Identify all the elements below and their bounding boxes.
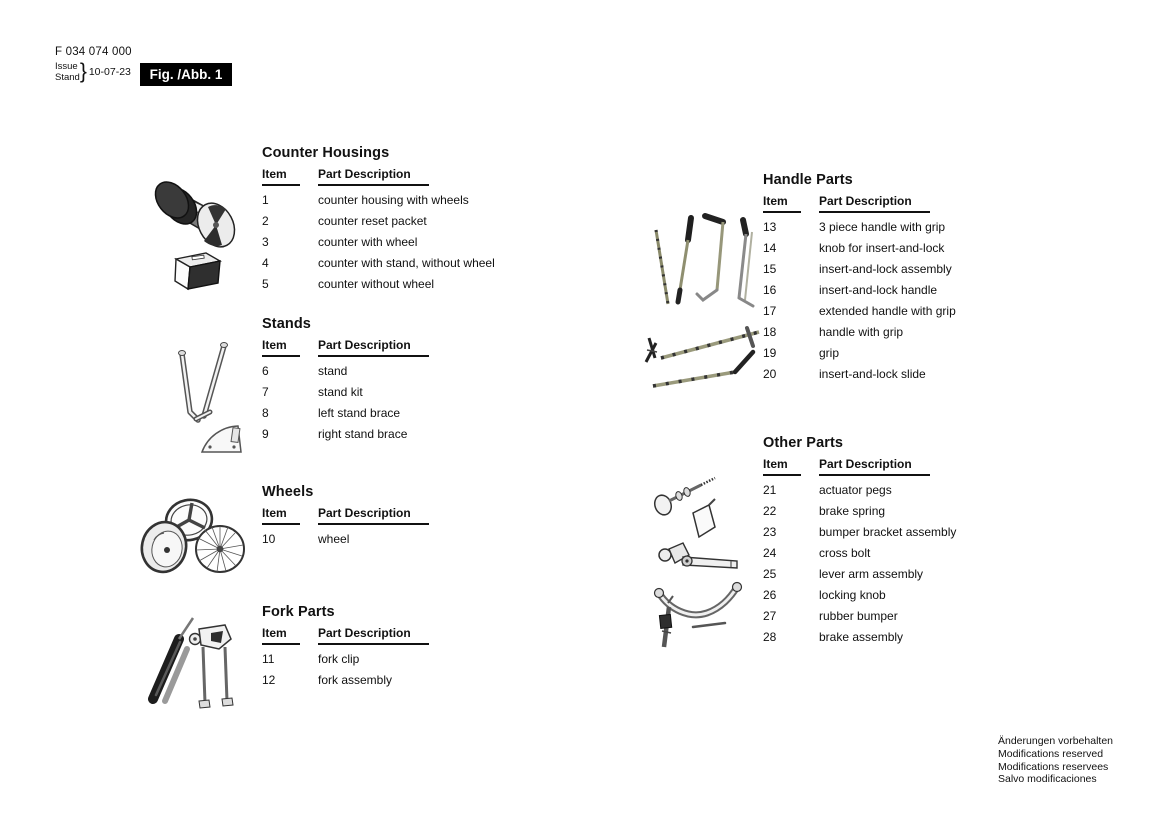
column-header-description: Part Description (819, 194, 930, 213)
item-number: 14 (763, 241, 777, 255)
table-row (763, 504, 956, 525)
fork-clip-and-assembly-drawing-icon (131, 613, 243, 713)
item-number: 23 (763, 525, 777, 539)
part-description: extended handle with grip (819, 304, 956, 318)
section-handle-parts (763, 172, 956, 388)
table-row (763, 283, 956, 304)
table-row (262, 652, 429, 673)
table-row (763, 346, 956, 367)
item-number: 8 (262, 406, 269, 420)
column-header-description: Part Description (819, 457, 930, 476)
item-number: 24 (763, 546, 777, 560)
item-number: 6 (262, 364, 269, 378)
column-header-item: Item (763, 457, 801, 476)
item-number: 18 (763, 325, 777, 339)
column-header-description: Part Description (318, 167, 429, 186)
brace-glyph: } (79, 60, 87, 83)
table-row (763, 630, 956, 651)
section-stands (262, 316, 429, 448)
section-counter-housings (262, 145, 495, 298)
section-title: Stands (262, 316, 311, 332)
item-number: 1 (262, 193, 269, 207)
table-body (262, 364, 429, 448)
table-header (763, 457, 956, 476)
column-header-description: Part Description (318, 626, 429, 645)
part-description: rubber bumper (819, 609, 898, 623)
item-number: 17 (763, 304, 777, 318)
stand-frame-drawing-icon (152, 334, 247, 456)
table-row (763, 325, 956, 346)
item-number: 9 (262, 427, 269, 441)
table-row (763, 241, 956, 262)
part-description: actuator pegs (819, 483, 892, 497)
item-number: 5 (262, 277, 269, 291)
table-row (262, 256, 495, 277)
part-description: insert-and-lock handle (819, 283, 938, 297)
part-description: right stand brace (318, 427, 408, 441)
column-header-item: Item (763, 194, 801, 213)
part-description: bumper bracket assembly (819, 525, 957, 539)
document-part-number: F 034 074 000 (55, 46, 132, 58)
item-number: 28 (763, 630, 777, 644)
part-description: counter reset packet (318, 214, 427, 228)
item-number: 25 (763, 567, 777, 581)
table-header (262, 167, 495, 186)
item-number: 13 (763, 220, 777, 234)
table-row (262, 532, 429, 553)
table-row (763, 220, 956, 241)
part-description: stand kit (318, 385, 363, 399)
table-row (763, 588, 956, 609)
column-header-description: Part Description (318, 506, 429, 525)
section-title: Handle Parts (763, 172, 853, 188)
section-title: Counter Housings (262, 145, 390, 161)
part-description: cross bolt (819, 546, 871, 560)
table-row (262, 406, 429, 427)
table-row (262, 364, 429, 385)
section-wheels (262, 484, 429, 553)
part-description: brake spring (819, 504, 886, 518)
table-row (763, 262, 956, 283)
part-description: 3 piece handle with grip (819, 220, 946, 234)
notice-line-fr: Modifications reservees (998, 760, 1109, 773)
part-description: counter without wheel (318, 277, 435, 291)
table-row (262, 277, 495, 298)
item-number: 22 (763, 504, 777, 518)
item-number: 11 (262, 652, 275, 666)
table-body (763, 483, 956, 651)
part-description: wheel (318, 532, 350, 546)
three-wheels-drawing-icon (137, 493, 247, 577)
part-description: locking knob (819, 588, 886, 602)
item-number: 12 (262, 673, 276, 687)
column-header-description: Part Description (318, 338, 429, 357)
table-row (262, 385, 429, 406)
section-fork-parts (262, 604, 429, 694)
table-row (262, 235, 495, 256)
part-description: counter housing with wheels (318, 193, 469, 207)
column-header-item: Item (262, 626, 300, 645)
part-description: insert-and-lock slide (819, 367, 926, 381)
issue-date: 10-07-23 (88, 66, 131, 78)
column-header-item: Item (262, 167, 300, 186)
part-description: insert-and-lock assembly (819, 262, 952, 276)
table-row (763, 304, 956, 325)
issue-stand-words (55, 61, 80, 83)
table-body (262, 532, 429, 553)
section-title: Wheels (262, 484, 314, 500)
table-row (262, 214, 495, 235)
part-description: knob for insert-and-lock (819, 241, 945, 255)
item-number: 10 (262, 532, 276, 546)
figure-label-badge: Fig. /Abb. 1 (140, 63, 232, 86)
item-number: 3 (262, 235, 269, 249)
part-description: stand (318, 364, 348, 378)
part-description: counter with stand, without wheel (318, 256, 495, 270)
counter-housing-drawing-icon (142, 163, 254, 295)
modifications-notice (998, 735, 1113, 786)
item-number: 27 (763, 609, 777, 623)
item-number: 20 (763, 367, 777, 381)
table-body (763, 220, 956, 388)
handle-rods-drawing-icon (639, 206, 767, 394)
misc-brake-parts-drawing-icon (649, 469, 767, 651)
column-header-item: Item (262, 506, 300, 525)
column-header-item: Item (262, 338, 300, 357)
stand-word: Stand (55, 72, 80, 83)
table-row (262, 673, 429, 694)
issue-word: Issue (55, 61, 78, 72)
section-title: Other Parts (763, 435, 844, 451)
item-number: 16 (763, 283, 777, 297)
table-header (262, 506, 429, 525)
notice-line-es: Salvo modificaciones (998, 773, 1097, 786)
notice-line-de: Änderungen vorbehalten (998, 735, 1114, 747)
part-description: fork assembly (318, 673, 393, 687)
table-row (763, 567, 956, 588)
issue-stand-block (55, 61, 131, 83)
table-row (763, 367, 956, 388)
table-body (262, 193, 495, 298)
notice-line-en: Modifications reserved (998, 747, 1104, 760)
table-body (262, 652, 429, 694)
table-row (763, 609, 956, 630)
item-number: 7 (262, 385, 269, 399)
item-number: 15 (763, 262, 777, 276)
item-number: 21 (763, 483, 777, 497)
part-description: fork clip (318, 652, 360, 666)
part-description: grip (819, 346, 840, 360)
table-row (763, 525, 956, 546)
table-header (262, 626, 429, 645)
table-row (763, 546, 956, 567)
table-row (763, 483, 956, 504)
part-description: handle with grip (819, 325, 904, 339)
part-description: counter with wheel (318, 235, 418, 249)
table-row (262, 193, 495, 214)
table-header (763, 194, 956, 213)
item-number: 2 (262, 214, 269, 228)
table-header (262, 338, 429, 357)
item-number: 4 (262, 256, 269, 270)
table-row (262, 427, 429, 448)
section-title: Fork Parts (262, 604, 335, 620)
item-number: 19 (763, 346, 777, 360)
part-description: brake assembly (819, 630, 904, 644)
section-other-parts (763, 435, 956, 651)
part-description: lever arm assembly (819, 567, 924, 581)
part-description: left stand brace (318, 406, 401, 420)
item-number: 26 (763, 588, 777, 602)
